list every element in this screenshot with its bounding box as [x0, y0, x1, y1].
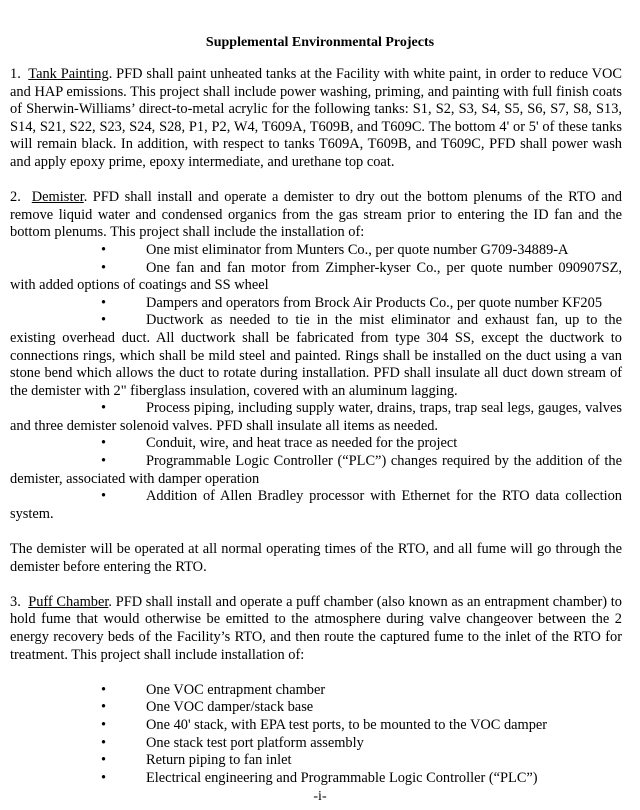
- section-2-item: [10, 488, 622, 523]
- section-2-item-text: Conduit, wire, and heat trace as needed for the project: [146, 435, 458, 452]
- section-2-item-text: Process piping, including supply water, drains, traps, trap seal legs, gauges, valves and three demister solenoid valves. PFD shall insulate all items as needed.: [10, 400, 622, 434]
- section-2-item: [10, 312, 622, 400]
- bullet: •: [101, 400, 107, 417]
- document-body: [10, 66, 622, 787]
- section-3-item: [10, 699, 622, 717]
- section-2-item-text: Dampers and operators from Brock Air Products Co., per quote number KF205: [146, 294, 603, 311]
- page-title: Supplemental Environmental Projects: [205, 35, 435, 50]
- bullet: •: [101, 699, 107, 716]
- section-1: [10, 66, 622, 172]
- section-3-item-text: Electrical engineering and Programmable Logic Controller (“PLC”): [146, 769, 538, 786]
- bullet: •: [101, 752, 107, 769]
- bullet: •: [101, 294, 107, 311]
- section-2-item: [10, 242, 622, 260]
- section-3-intro-text: . PFD shall install and operate a puff chamber (also known as an entrapment chamber) to hold fume that would otherwise be emitted to the atmosphere during valve changeover between the 2 energy recovery beds of the Facility’s RTO, and then route the captured fume to the inlet of the RTO for treatment. This project shall include installation of:: [10, 593, 622, 663]
- section-2-item: [10, 260, 622, 295]
- section-3-item: [10, 717, 622, 735]
- section-3-item: [10, 752, 622, 770]
- section-2-intro-text: . PFD shall install and operate a demister to dry out the bottom plenums of the RTO and remove liquid water and condensed organics from the gas stream prior to entering the ID fan and the bottom plenums. This project shall include the installation of:: [10, 189, 622, 241]
- section-2-item: [10, 435, 622, 453]
- section-3-item-text: One VOC damper/stack base: [146, 699, 314, 716]
- bullet: •: [101, 769, 107, 786]
- section-3-item-text: One stack test port platform assembly: [146, 734, 364, 751]
- section-2-heading: Demister: [31, 189, 84, 206]
- bullet: •: [101, 259, 107, 276]
- section-1-text: . PFD shall paint unheated tanks at the Facility with white paint, in order to reduce VOC and HAP emissions. This project shall include power washing, priming, and painting with full finish coats of Sherwin-Williams’ direct-to-metal acrylic for the following tanks: S1, S2, S3, S4, S5, S6, S7, S8, S13, S14, S21, S22, S23, S24, S28, P1, P2, W4, T609A, T609B, and T609C. The bottom 4' or 5' of these tanks will remain black. In addition, with respect to tanks T609A, T609B, and T609C, PFD shall power wash and apply epoxy prime, epoxy intermediate, and urethane top coat.: [10, 66, 622, 170]
- page-number: -i-: [313, 789, 327, 804]
- section-2-item-text: One fan and fan motor from Zimpher-kyser Co., per quote number 090907SZ, with added options of coatings and SS wheel: [10, 259, 622, 294]
- section-2-item-text: One mist eliminator from Munters Co., per quote number G709-34889-A: [146, 241, 569, 258]
- section-2-item-text: Ductwork as needed to tie in the mist eliminator and exhaust fan, up to the existing overhead duct. All ductwork shall be fabricated from type 304 SS, except the ductwork to connections rings, which shall be mild steel and painted. Rings shall be installed on the duct using a van stone bend which allows the duct to rotate during installation. PFD shall insulate all duct down stream of the demister with 2" fiberglass insulation, covered with an aluminum lagging.: [10, 312, 622, 399]
- section-3-list: [10, 682, 622, 788]
- section-2-closing: The demister will be operated at all normal operating times of the RTO, and all fume will go through the demister before entering the RTO.: [10, 541, 622, 575]
- section-3-item-text: One VOC entrapment chamber: [146, 681, 326, 698]
- bullet: •: [101, 241, 107, 258]
- section-3-item: [10, 735, 622, 753]
- section-3-item-text: Return piping to fan inlet: [146, 752, 292, 769]
- section-3-item-text: One 40' stack, with EPA test ports, to be mounted to the VOC damper: [146, 716, 548, 733]
- section-2-item-text: Addition of Allen Bradley processor with Ethernet for the RTO data collection system.: [10, 488, 622, 522]
- bullet: •: [101, 681, 107, 698]
- section-3-item: [10, 682, 622, 700]
- section-2-item-text: Programmable Logic Controller (“PLC”) changes required by the addition of the demister, associated with damper operation: [10, 453, 622, 487]
- section-2-item: [10, 295, 622, 313]
- bullet: •: [101, 716, 107, 733]
- section-1-number: 1.: [10, 66, 21, 82]
- section-3-heading: Puff Chamber: [28, 593, 109, 610]
- section-3-intro: [10, 594, 622, 664]
- bullet: •: [101, 435, 107, 452]
- section-3-item: [10, 770, 622, 788]
- section-3-number: 3.: [10, 593, 21, 610]
- section-2-item: [10, 453, 622, 488]
- bullet: •: [101, 453, 107, 470]
- bullet: •: [101, 734, 107, 751]
- section-2-item: [10, 400, 622, 435]
- bullet: •: [101, 312, 107, 329]
- section-2-number: 2.: [10, 189, 21, 206]
- section-2-intro: [10, 189, 622, 242]
- bullet: •: [101, 488, 107, 505]
- section-1-heading: Tank Painting: [28, 66, 109, 82]
